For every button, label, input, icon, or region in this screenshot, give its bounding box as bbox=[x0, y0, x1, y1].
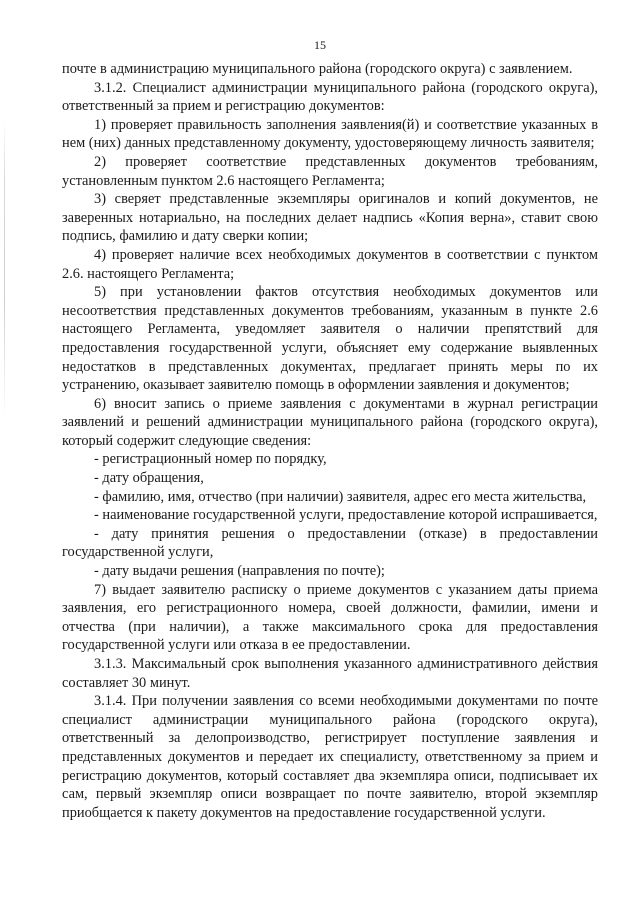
scan-edge-shadow bbox=[4, 120, 5, 420]
paragraph: 3.1.4. При получении заявления со всеми необходимыми документами по почте специалист администрации муниципального района (городского округа), ответственный за делопроизводство, регистрирует поступление заявления и представленных документов и передает их специалисту, ответственному за прием и регистрацию документов, который составляет два экземпляра описи, подписывает их сам, первый экземпляр описи возвращает по почте заявителю, второй экземпляр приобщается к пакету документов на предоставление государственной услуги. bbox=[62, 693, 598, 821]
list-item: - регистрационный номер по порядку, bbox=[94, 451, 327, 468]
page-number: 15 bbox=[314, 38, 326, 52]
paragraph: 6) вносит запись о приеме заявления с документами в журнал регистрации заявлений и решений администрации муниципального района (городского округа), который содержит следующие сведения: bbox=[62, 395, 598, 449]
paragraph: 3.1.2. Специалист администрации муниципального района (городского округа), ответственный за прием и регистрацию документов: bbox=[62, 79, 598, 115]
paragraph: почте в администрацию муниципального района (городского округа) с заявлением. bbox=[62, 61, 573, 77]
list-item: - фамилию, имя, отчество (при наличии) заявителя, адрес его места жительства, bbox=[94, 488, 587, 505]
paragraph: 4) проверяет наличие всех необходимых документов в соответствии с пунктом 2.6. настоящего Регламента; bbox=[62, 246, 598, 282]
list-item: - дату обращения, bbox=[94, 470, 204, 487]
paragraph: 3) сверяет представленные экземпляры оригиналов и копий документов, не заверенных нотариально, на последних делает надпись «Копия верна», ставит свою подпись, фамилию и дату сверки копии; bbox=[62, 191, 598, 245]
paragraph: 7) выдает заявителю расписку о приеме документов с указанием даты приема заявления, его регистрационного номера, своей должности, фамилии, имени и отчества (при наличии), а также максимального срока для предоставления государственной услуги или отказа в ее предоставлении. bbox=[62, 581, 598, 654]
paragraph: 3.1.3. Максимальный срок выполнения указанного административного действия составляет 30 минут. bbox=[62, 656, 598, 691]
document-body bbox=[62, 60, 598, 822]
list-item: - дату выдачи решения (направления по почте); bbox=[94, 563, 385, 580]
paragraph: 2) проверяет соответствие представленных документов требованиям, установленным пунктом 2.6 настоящего Регламента; bbox=[62, 153, 598, 189]
list-item: - наименование государственной услуги, предоставление которой испрашивается, bbox=[94, 507, 598, 524]
paragraph: 5) при установлении фактов отсутствия необходимых документов или несоответствия представленных документов требованиям, указанным в пункте 2.6 настоящего Регламента, уведомляет заявителя о наличии препятствий для предоставления государственной услуги, объясняет ему содержание выявленных недостатков в представленных документах, предлагает принять меры по их устранению, оказывает заявителю помощь в оформлении заявления и документов; bbox=[62, 284, 598, 394]
list-item: - дату принятия решения о предоставлении (отказе) в предоставлении государственной услуги, bbox=[62, 525, 598, 561]
paragraph: 1) проверяет правильность заполнения заявления(й) и соответствие указанных в нем (них) данных представленному документу, удостоверяющему личность заявителя; bbox=[62, 116, 598, 152]
